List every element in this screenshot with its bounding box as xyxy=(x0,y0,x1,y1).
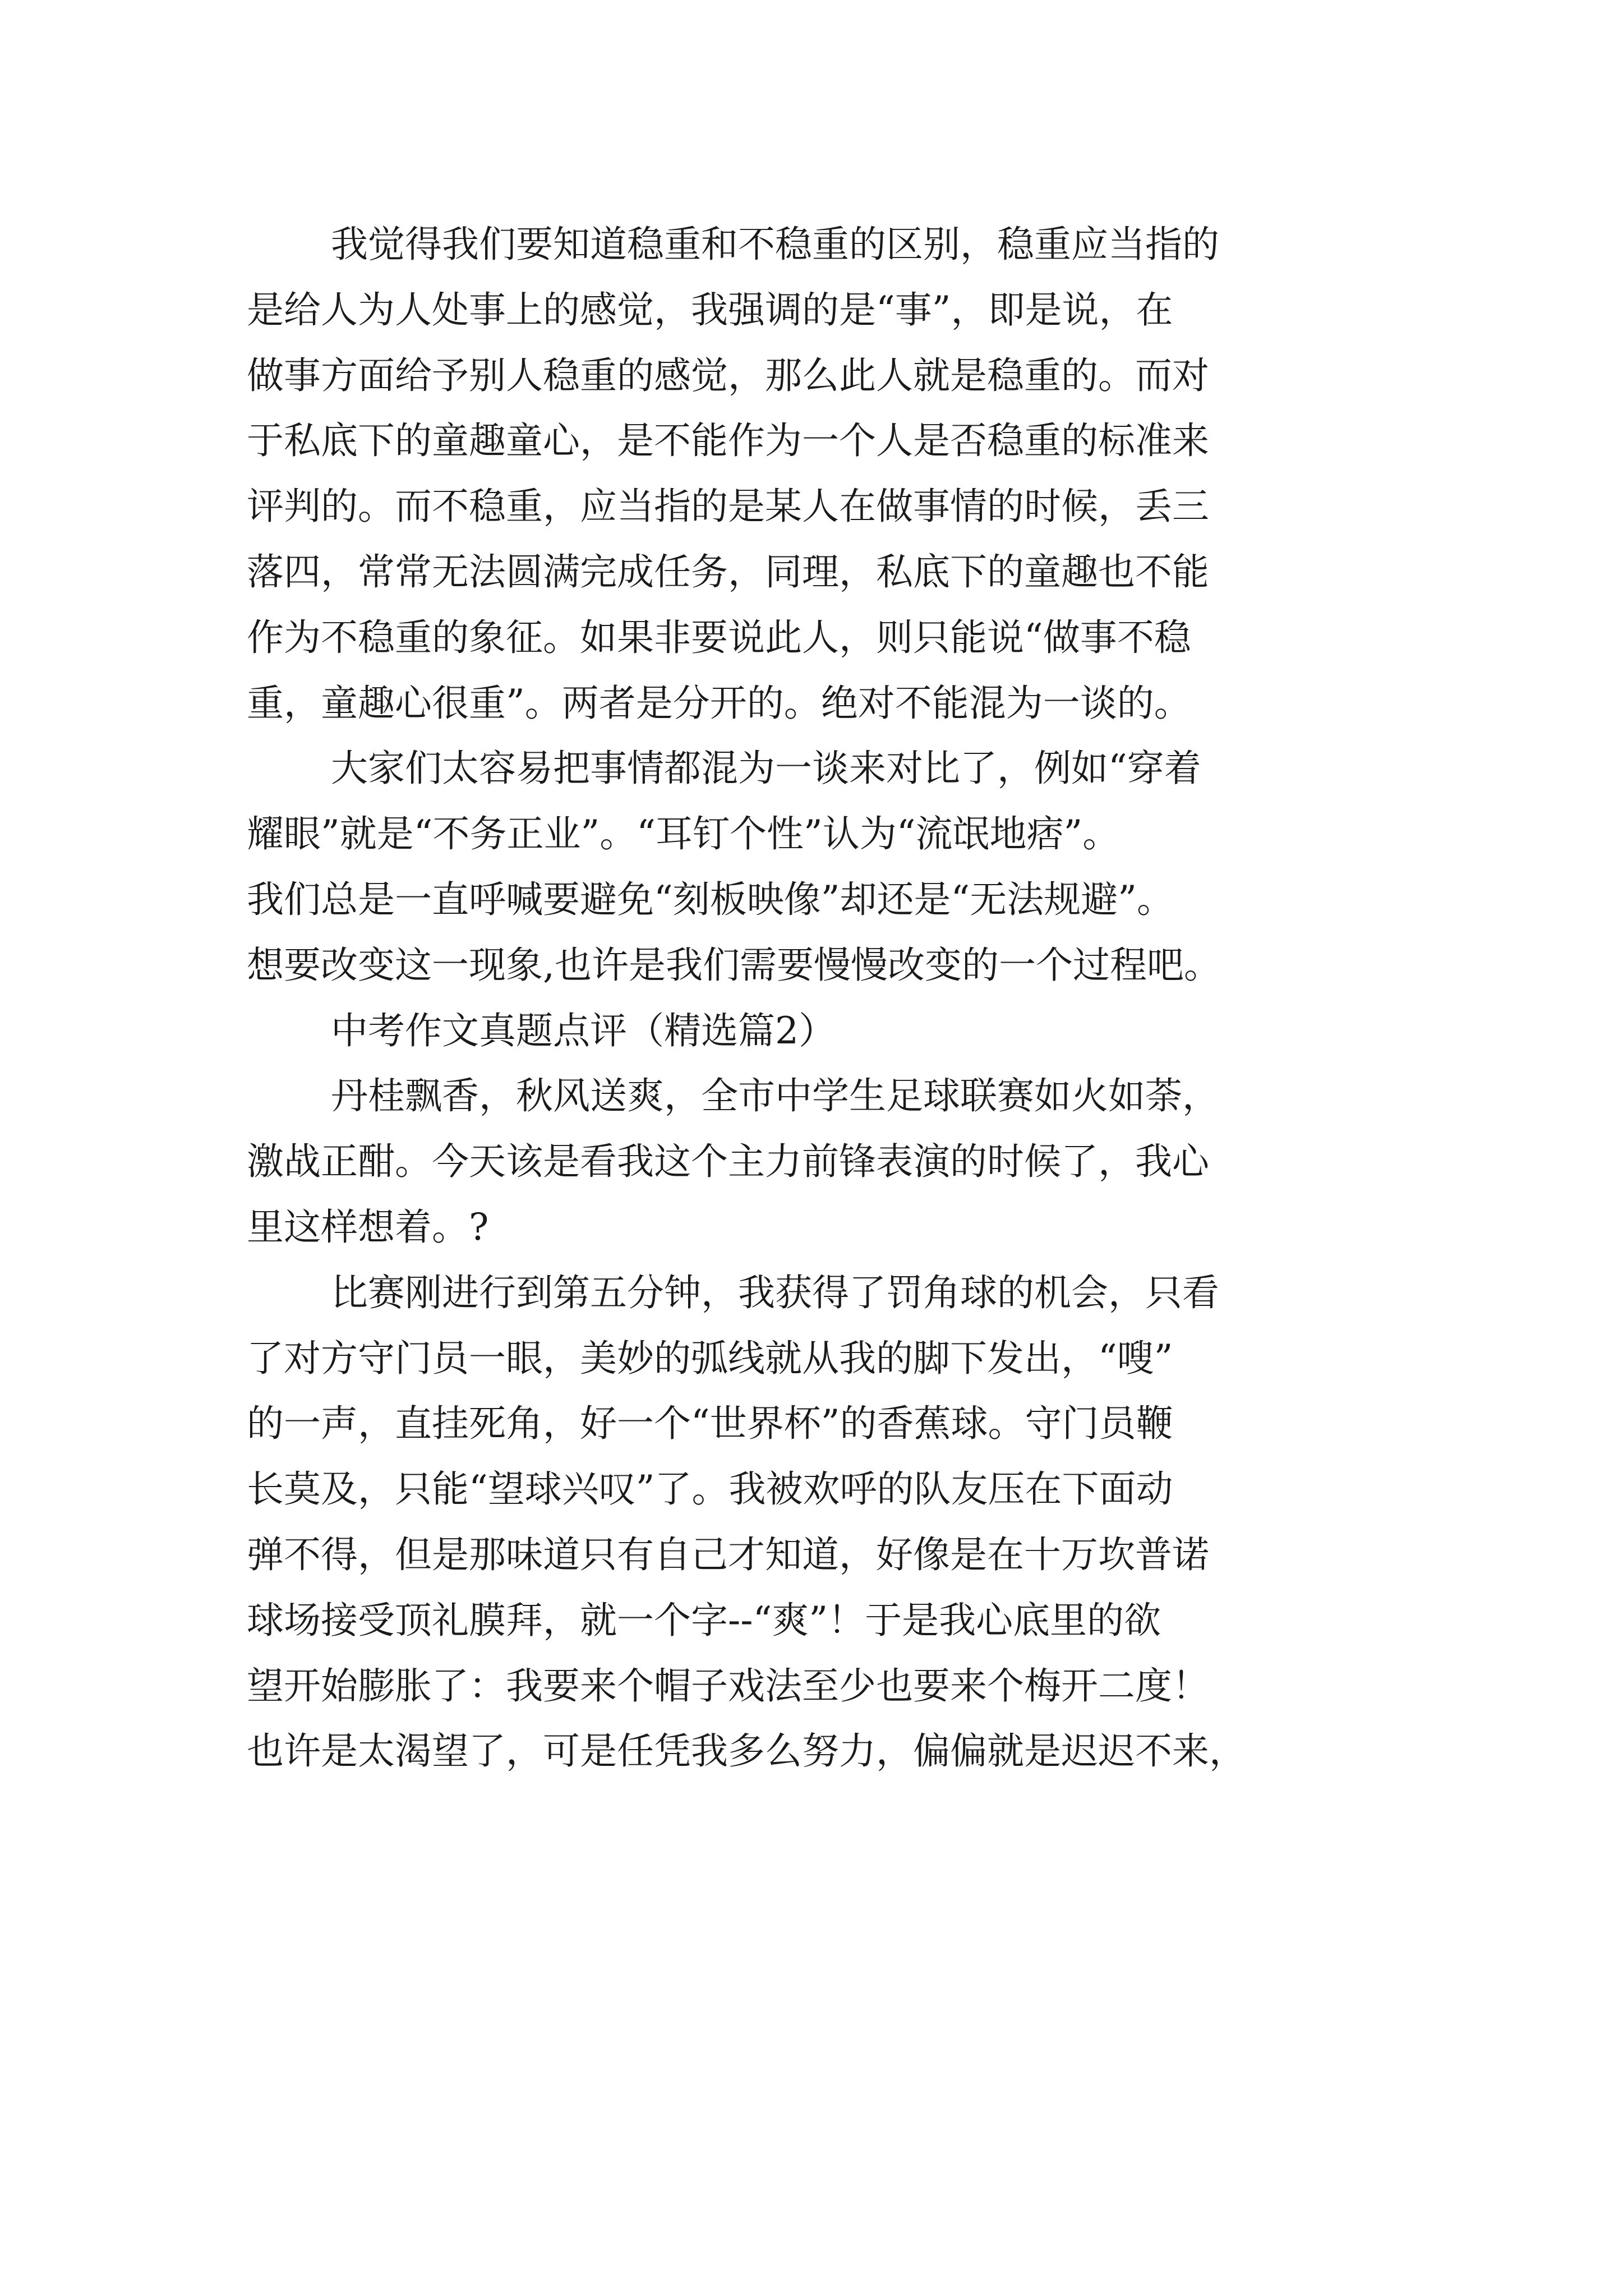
paragraph-line: 激战正酣。今天该是看我这个主力前锋表演的时候了，我心 xyxy=(247,1140,1209,1184)
paragraph-line: 长莫及，只能“望球兴叹”了。我被欢呼的队友压在下面动 xyxy=(247,1467,1173,1511)
paragraph-line: 耀眼”就是“不务正业”。“耳钉个性”认为“流氓地痞”。 xyxy=(247,812,1120,856)
paragraph-line: 丹桂飘香，秋风送爽，全市中学生足球联赛如火如荼， xyxy=(331,1074,1219,1118)
paragraph-line: 比赛刚进行到第五分钟，我获得了罚角球的机会，只看 xyxy=(331,1271,1219,1314)
paragraph-line: 了对方守门员一眼，美妙的弧线就从我的脚下发出，“嗖” xyxy=(247,1336,1173,1380)
paragraph-line: 我们总是一直呼喊要避免“刻板映像”却还是“无法规避”。 xyxy=(247,877,1174,921)
paragraph-line: 球场接受顶礼膜拜，就一个字--“爽”！于是我心底里的欲 xyxy=(247,1598,1161,1642)
paragraph-line: 重，童趣心很重”。两者是分开的。绝对不能混为一谈的。 xyxy=(247,681,1191,725)
paragraph-line: 想要改变这一现象,也许是我们需要慢慢改变的一个过程吧。 xyxy=(247,943,1221,987)
paragraph-line: 于私底下的童趣童心，是不能作为一个人是否稳重的标准来 xyxy=(247,419,1209,463)
paragraph-line: 望开始膨胀了：我要来个帽子戏法至少也要来个梅开二度！ xyxy=(247,1664,1209,1708)
paragraph-line: 里这样想着。? xyxy=(247,1205,489,1249)
paragraph-line: 大家们太容易把事情都混为一谈来对比了，例如“穿着 xyxy=(331,747,1201,790)
paragraph-line: 作为不稳重的象征。如果非要说此人，则只能说“做事不稳 xyxy=(247,615,1191,659)
paragraph-line: 我觉得我们要知道稳重和不稳重的区别，稳重应当指的 xyxy=(331,223,1219,266)
paragraph-line: 是给人为人处事上的感觉，我强调的是“事”，即是说，在 xyxy=(247,288,1173,332)
paragraph-line: 也许是太渴望了，可是任凭我多么努力，偏偏就是迟迟不来， xyxy=(247,1729,1246,1773)
body-text xyxy=(247,212,1413,1784)
paragraph-line: 做事方面给予别人稳重的感觉，那么此人就是稳重的。而对 xyxy=(247,353,1209,397)
paragraph-line: 的一声，直挂死角，好一个“世界杯”的香蕉球。守门员鞭 xyxy=(247,1402,1173,1446)
paragraph-line: 落四，常常无法圆满完成任务，同理，私底下的童趣也不能 xyxy=(247,550,1209,593)
section-heading: 中考作文真题点评（精选篇2） xyxy=(331,1009,836,1052)
paragraph-line: 弹不得，但是那味道只有自己才知道，好像是在十万坎普诺 xyxy=(247,1533,1209,1576)
paragraph-line: 评判的。而不稳重，应当指的是某人在做事情的时候，丢三 xyxy=(247,485,1209,528)
